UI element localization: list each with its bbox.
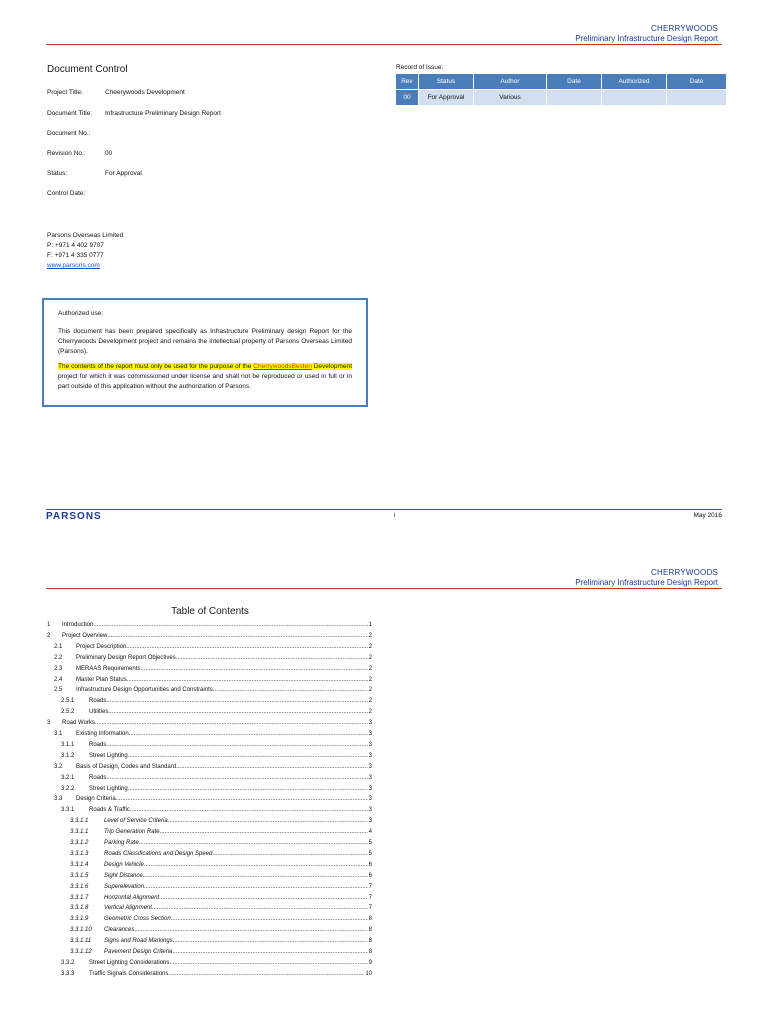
toc-entry-label: Roads (89, 741, 107, 748)
toc-leader-dots (173, 938, 368, 944)
page-gap (0, 530, 768, 545)
toc-leader-dots (143, 873, 368, 879)
toc-entry-label: Roads & Traffic (89, 807, 130, 814)
toc-entry-page: 2 (368, 676, 372, 683)
toc-entry[interactable] (0, 895, 372, 905)
authorized-use-restriction (58, 362, 352, 392)
toc-entry-text (104, 873, 372, 879)
record-of-issue-title: Record of Issue: (396, 64, 444, 71)
toc-entry[interactable] (0, 698, 372, 708)
toc-entry[interactable] (0, 687, 372, 697)
toc-entry-number: 3.3.1.5 (70, 872, 89, 879)
toc-entry-text (76, 677, 372, 683)
toc-leader-dots (168, 818, 368, 824)
table-cell (602, 90, 667, 106)
toc-entry[interactable] (0, 720, 372, 730)
toc-entry[interactable] (0, 960, 372, 970)
toc-entry-text (104, 927, 372, 933)
toc-entry-label: Vertical Alignment (104, 905, 152, 912)
toc-leader-dots (126, 644, 367, 650)
toc-leader-dots (144, 862, 368, 868)
page-number: i (394, 512, 396, 519)
toc-entry-text (76, 731, 372, 737)
table-cell: Various (474, 90, 547, 106)
toc-entry-page: 7 (368, 894, 372, 901)
toc-entry[interactable] (0, 644, 372, 654)
toc-entry-number: 3.1.2 (61, 752, 75, 759)
toc-entry[interactable] (0, 971, 372, 981)
toc-leader-dots (134, 927, 367, 933)
column-header: Rev (396, 74, 419, 90)
toc-entry-page: 3 (368, 818, 372, 825)
toc-entry-text (89, 698, 372, 704)
toc-entry-number: 3.3.1.6 (70, 883, 89, 890)
toc-leader-dots (128, 753, 368, 759)
toc-entry-label: Roads Classifications and Design Speed (104, 850, 213, 857)
toc-entry-text (89, 960, 372, 966)
toc-entry-number: 1 (47, 622, 51, 628)
toc-entry-label: Trip Generation Rate (104, 829, 160, 836)
toc-entry-page: 5 (368, 840, 372, 846)
toc-leader-dots (171, 916, 368, 922)
toc-entry-number: 2.5.2 (61, 709, 75, 716)
toc-entry-label: Basis of Design, Codes and Standard (76, 763, 177, 770)
company-fax: F: +971 4 335 0777 (47, 252, 104, 259)
toc-entry-text (104, 818, 372, 824)
toc-entry-text (76, 796, 372, 802)
toc-leader-dots (140, 666, 367, 672)
toc-entry-number: 3.1 (54, 731, 63, 737)
authorized-use-box (42, 298, 368, 407)
toc-leader-dots (106, 742, 367, 748)
company-name: Parsons Overseas Limited (47, 232, 124, 239)
toc-entry-text (104, 905, 372, 911)
toc-entry-text (104, 949, 372, 955)
toc-entry-label: Horizontal Alignment (104, 894, 160, 901)
field-label: Document Title: (47, 110, 93, 117)
toc-entry-text (76, 764, 372, 770)
toc-leader-dots (106, 775, 367, 781)
toc-entry[interactable] (0, 666, 372, 676)
toc-entry-number: 2.5 (54, 687, 63, 694)
toc-entry-text (76, 655, 372, 661)
field-value: Cheerywoods Development (105, 89, 185, 96)
toc-leader-dots (176, 655, 368, 661)
toc-entry-page: 2 (368, 643, 372, 650)
toc-entry-page: 3 (368, 763, 372, 770)
toc-entry[interactable] (0, 949, 372, 959)
toc-entry-page: 8 (368, 949, 372, 955)
toc-entry-number: 3.3.2 (61, 959, 75, 966)
toc-entry-page: 5 (368, 850, 372, 857)
toc-entry-number: 3.3.1.4 (70, 861, 89, 868)
toc-entry-number: 3.3.1.11 (70, 938, 92, 945)
toc-entry-page: 7 (368, 905, 372, 912)
toc-entry-number: 2 (47, 632, 51, 639)
toc-entry-page: 6 (368, 861, 372, 868)
toc-entry[interactable] (0, 829, 372, 839)
column-header: Date (547, 74, 602, 90)
toc-entry-label: Utilities (89, 709, 109, 716)
authorized-use-paragraph: This document has been prepared specifically as Infrastructure Preliminary design Report for the Cherrywoods Development project and remains the intellectual property of Parsons Overseas Limited (Parsons). (58, 328, 352, 355)
toc-leader-dots (106, 698, 367, 704)
toc-entry-text (89, 786, 372, 792)
toc-entry-page: 8 (368, 938, 372, 945)
toc-entry[interactable] (0, 622, 372, 632)
toc-entry-text (104, 829, 372, 835)
record-of-issue-table (395, 73, 727, 106)
toc-leader-dots (152, 905, 368, 911)
toc-entry-label: Road Works (62, 720, 95, 727)
toc-entry-page: 3 (368, 774, 372, 781)
toc-entry[interactable] (0, 840, 372, 850)
toc-leader-dots (130, 807, 368, 813)
toc-entry[interactable] (0, 742, 372, 752)
toc-entry-number: 2.5.1 (61, 698, 75, 705)
toc-entry-label: Project Description (76, 643, 127, 650)
authorized-use-title: Authorized use: (58, 310, 104, 317)
toc-leader-dots (169, 960, 367, 966)
toc-entry-label: Clearances (104, 927, 135, 934)
toc-leader-dots (168, 971, 364, 977)
restriction-text: project for which it was commissioned under license and shall not be reproduced or used in full or in part outside of this application without the authorization of Parsons. (58, 373, 352, 390)
header-rule (46, 588, 722, 589)
table-cell (667, 90, 727, 106)
toc-entry-page: 3 (368, 741, 372, 748)
toc-entry-number: 3.3.3 (61, 970, 75, 977)
toc-entry[interactable] (0, 873, 372, 883)
toc-entry-label: Parking Rate (104, 840, 139, 846)
toc-entry-text (89, 753, 372, 759)
toc-entry-number: 3.2 (54, 763, 63, 770)
toc-entry[interactable] (0, 938, 372, 948)
toc-entry-number: 2.2 (54, 654, 63, 661)
field-value: For Approval (105, 170, 142, 177)
toc-entry-page: 3 (368, 785, 372, 792)
toc-entry-number: 3.3.1.7 (70, 894, 89, 901)
field-label: Status: (47, 170, 68, 177)
toc-entry-page: 10 (365, 970, 372, 977)
toc-entry-number: 3.3.1.1 (70, 818, 89, 825)
toc-entry-label: Sight Distance (104, 872, 143, 879)
table-header-row (396, 74, 727, 90)
toc-entry-page: 9 (368, 959, 372, 966)
toc-leader-dots (127, 677, 368, 683)
table-cell: For Approval (419, 90, 474, 106)
toc-entry-text (89, 775, 372, 781)
toc-entry-text (104, 938, 372, 944)
toc-entry[interactable] (0, 633, 372, 643)
toc-entry-label: Geometric Cross Section (104, 916, 171, 923)
toc-entry-text (89, 742, 372, 748)
toc-entry-label: Street Lighting (89, 752, 128, 759)
toc-leader-dots (128, 786, 368, 792)
toc-entry-label: Design Vehicle (104, 861, 144, 868)
toc-entry-number: 3.3.1.2 (70, 840, 89, 846)
toc-entry-number: 2.1 (54, 643, 63, 650)
toc-entry-label: Signs and Road Markings (104, 938, 173, 945)
toc-entry-number: 3.3.1.12 (70, 949, 92, 955)
toc-entry-page: 3 (368, 731, 372, 737)
toc-entry[interactable] (0, 731, 372, 741)
toc-entry-page: 8 (368, 916, 372, 923)
toc-entry-text (104, 840, 372, 846)
highlighted-text: The contents of the report must only be used for the purpose of the (58, 363, 254, 370)
toc-entry-text (76, 687, 372, 693)
toc-entry-text (89, 807, 372, 813)
toc-entry-page: 2 (368, 709, 372, 716)
column-header: Authorized (602, 74, 667, 90)
toc-entry-text (76, 644, 372, 650)
toc-entry-label: Introduction (62, 622, 94, 628)
toc-entry[interactable] (0, 753, 372, 763)
toc-entry-number: 3.3 (54, 796, 63, 803)
field-value: Infrastructure Preliminary Design Report (105, 110, 221, 117)
toc-entry-page: 2 (368, 698, 372, 705)
toc-leader-dots (95, 720, 368, 726)
toc-entry-text (62, 720, 372, 726)
toc-entry-page: 6 (368, 872, 372, 879)
toc-entry[interactable] (0, 851, 372, 861)
toc-leader-dots (116, 796, 368, 802)
column-header: Status (419, 74, 474, 90)
toc-entry-text (89, 709, 372, 715)
footer-rule (46, 509, 722, 510)
toc-leader-dots (107, 633, 367, 639)
toc-entry-label: Project Overview (62, 632, 108, 639)
toc-leader-dots (108, 709, 367, 715)
header-report-title: Preliminary Infrastructure Design Report (575, 578, 718, 587)
toc-entry[interactable] (0, 764, 372, 774)
toc-entry-page: 2 (368, 654, 372, 661)
toc-entry-page: 8 (368, 927, 372, 934)
toc-entry-label: Design Criteria (76, 796, 116, 803)
toc-entry[interactable] (0, 775, 372, 785)
toc-entry-number: 3.3.1.3 (70, 850, 89, 857)
toc-entry-label: MERAAS Requirements (76, 665, 141, 672)
toc-entry-label: Superelevation (104, 883, 145, 890)
toc-entry-number: 3.3.1.9 (70, 916, 89, 923)
toc-entry-page: 7 (368, 883, 372, 890)
company-contact-block (47, 231, 123, 271)
toc-entry-text (76, 666, 372, 672)
toc-entry-page: 3 (368, 807, 372, 814)
toc-entry-text (104, 895, 372, 901)
table-cell (547, 90, 602, 106)
field-label: Project Title: (47, 89, 83, 96)
toc-entry-number: 3.3.1.10 (70, 927, 92, 934)
toc-entry[interactable] (0, 786, 372, 796)
toc-entry-page: 1 (368, 622, 372, 628)
toc-entry-text (104, 884, 372, 890)
header-report-title: Preliminary Infrastructure Design Report (575, 34, 718, 43)
field-label: Revision No.: (47, 150, 86, 157)
toc-leader-dots (159, 895, 368, 901)
table-row (396, 90, 727, 106)
table-cell: 00 (396, 90, 419, 106)
toc-entry-text (62, 622, 372, 628)
toc-entry[interactable] (0, 905, 372, 915)
toc-entry[interactable] (0, 807, 372, 817)
toc-entry[interactable] (0, 916, 372, 926)
toc-entry-label: Street Lighting (89, 785, 128, 792)
toc-entry-label: Street Lighting Considerations (89, 959, 170, 966)
toc-entry-label: Roads (89, 698, 107, 705)
company-phone: P: +971 4 402 9707 (47, 242, 104, 249)
toc-entry-text (104, 851, 372, 857)
header-company: CHERRYWOODS (651, 24, 718, 33)
toc-entry-label: Master Plan Status (76, 676, 127, 683)
toc-entry-page: 3 (368, 752, 372, 759)
company-website-link[interactable]: www.parsons.com (47, 262, 100, 269)
toc-title: Table of Contents (171, 606, 249, 617)
toc-entry-number: 3.1.1 (61, 741, 75, 748)
toc-entry[interactable] (0, 796, 372, 806)
toc-leader-dots (172, 949, 367, 955)
toc-entry-number: 3.2.1 (61, 774, 75, 781)
toc-leader-dots (129, 731, 368, 737)
toc-entry-label: Traffic Signals Considerations (89, 970, 169, 977)
toc-entry-number: 2.3 (54, 665, 63, 672)
document-control-title: Document Control (47, 64, 128, 75)
field-value: 00 (105, 150, 113, 157)
toc-entry[interactable] (0, 655, 372, 665)
toc-entry-page: 3 (368, 796, 372, 803)
toc-entry-number: 3.3.1 (61, 807, 75, 814)
toc-entry-label: Roads (89, 774, 107, 781)
field-label: Control Date: (47, 190, 86, 197)
document-page-2 (0, 545, 768, 1024)
toc-leader-dots (160, 829, 368, 835)
toc-leader-dots (212, 851, 367, 857)
toc-leader-dots (139, 840, 368, 846)
toc-leader-dots (176, 764, 368, 770)
toc-entry-page: 4 (368, 829, 372, 836)
highlighted-text: Development (311, 363, 352, 370)
toc-entry-text (104, 862, 372, 868)
toc-entry-number: 3.2.2 (61, 785, 75, 792)
toc-entry[interactable] (0, 862, 372, 872)
toc-entry[interactable] (0, 884, 372, 894)
column-header: Author (474, 74, 547, 90)
toc-entry-number: 3 (47, 720, 51, 727)
toc-entry[interactable] (0, 818, 372, 828)
toc-entry-page: 2 (368, 687, 372, 694)
toc-entry-page: 2 (368, 632, 372, 639)
tracked-change-text: CherrywoodsBesten (253, 363, 312, 370)
toc-entry[interactable] (0, 677, 372, 687)
header-company: CHERRYWOODS (651, 568, 718, 577)
toc-entry-label: Level of Service Criteria (104, 818, 168, 825)
toc-leader-dots (93, 622, 367, 628)
toc-entry[interactable] (0, 709, 372, 719)
column-header: Date (667, 74, 727, 90)
toc-entry-label: Existing Information (76, 731, 129, 737)
toc-entry-page: 2 (368, 665, 372, 672)
toc-entry-number: 3.3.1.8 (70, 905, 89, 912)
toc-entry-text (89, 971, 372, 977)
toc-entry-label: Infrastructure Design Opportunities and Constraints (76, 687, 213, 694)
toc-entry-text (62, 633, 372, 639)
toc-entry-label: Preliminary Design Report Objectives (76, 654, 176, 661)
header-rule (46, 44, 722, 45)
toc-entry-number: 2.4 (54, 676, 63, 683)
toc-leader-dots (144, 884, 368, 890)
parsons-logo: PARSONS (46, 511, 102, 522)
toc-entry-page: 3 (368, 720, 372, 727)
footer-date: May 2016 (693, 512, 722, 519)
toc-entry-label: Pavement Design Criteria (104, 949, 173, 955)
toc-leader-dots (213, 687, 368, 693)
toc-entry-number: 3.3.1.1 (70, 829, 89, 836)
toc-entry-text (104, 916, 372, 922)
field-label: Document No.: (47, 130, 91, 137)
toc-entry[interactable] (0, 927, 372, 937)
